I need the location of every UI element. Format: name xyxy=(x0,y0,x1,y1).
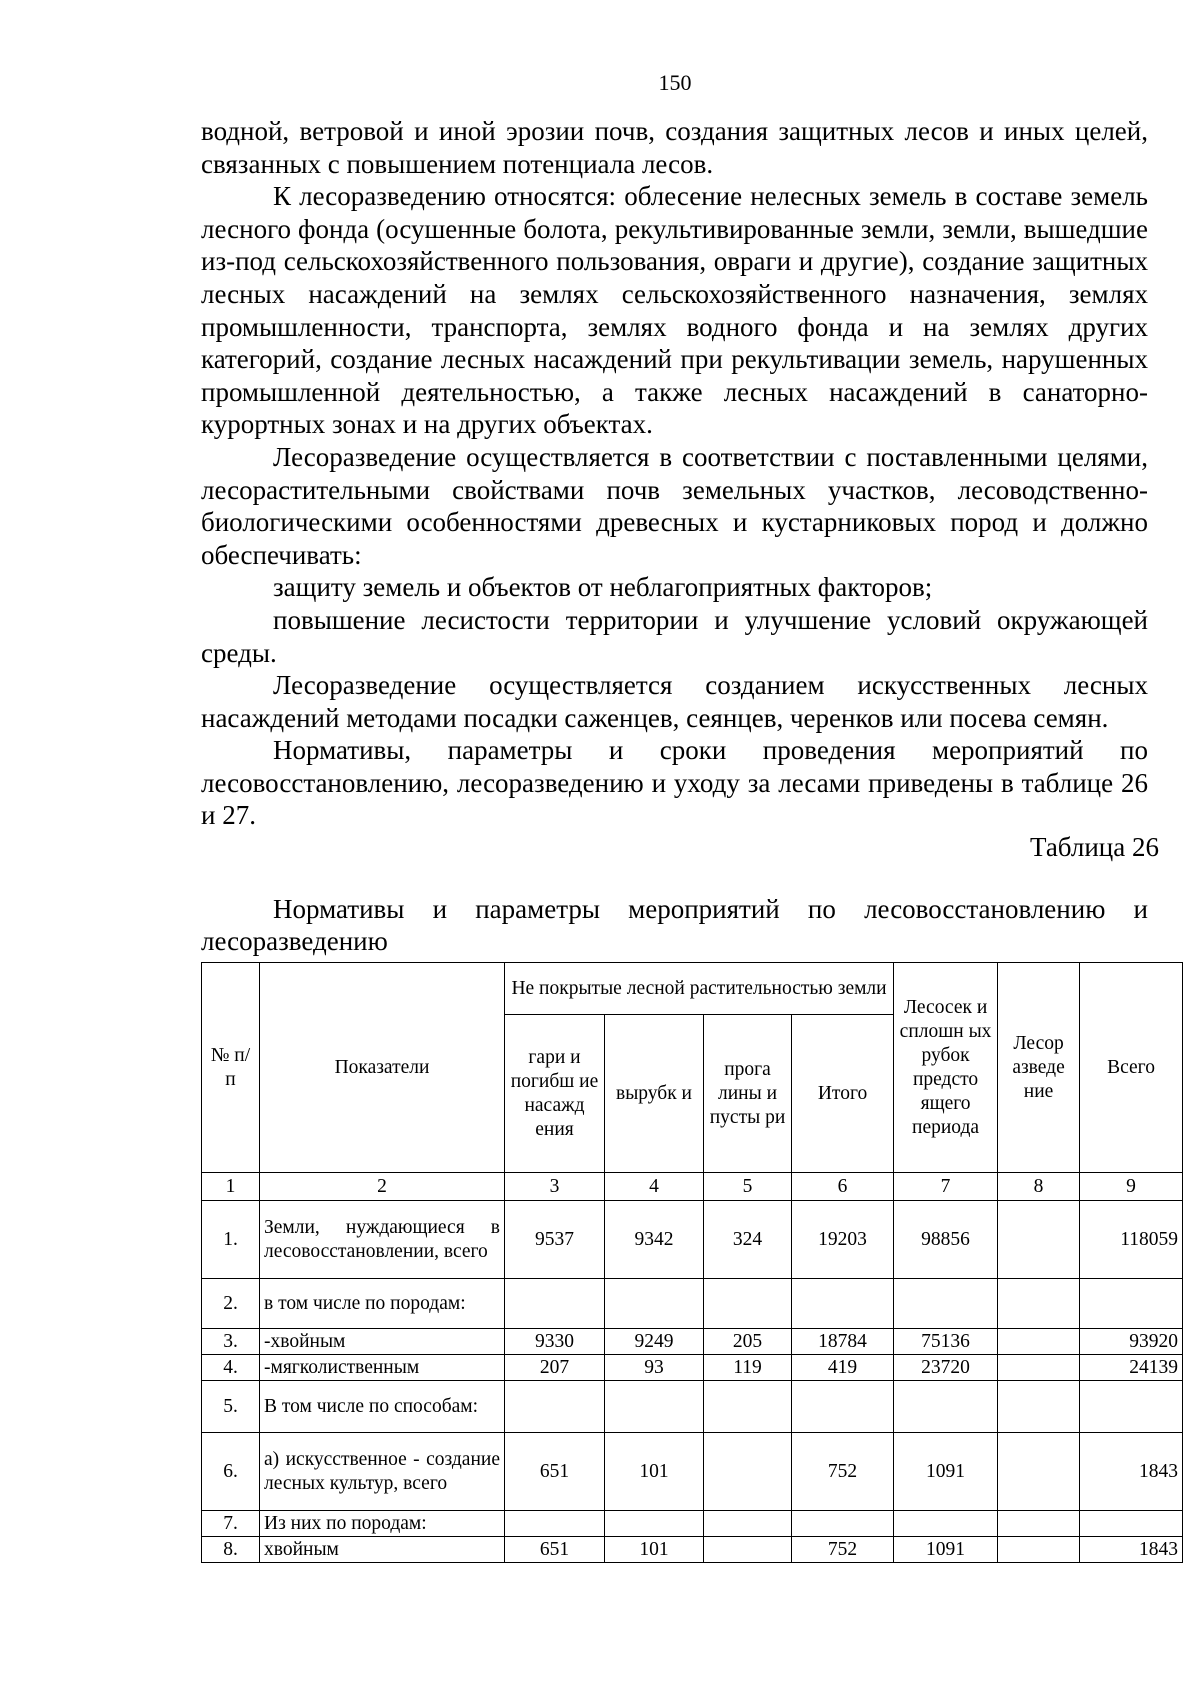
cell-afforestation xyxy=(998,1537,1080,1563)
body-text xyxy=(201,115,1148,832)
table-row xyxy=(202,1329,1183,1355)
cell-burned xyxy=(505,1279,605,1329)
cell-felling: 1091 xyxy=(894,1537,998,1563)
cell-felling xyxy=(894,1279,998,1329)
cell-total-uncovered: 419 xyxy=(792,1355,894,1381)
row-indicator: хвойным xyxy=(260,1537,505,1563)
data-table xyxy=(201,962,1183,1563)
cell-gaps xyxy=(704,1433,792,1511)
column-number: 7 xyxy=(894,1173,998,1201)
header-num: № п/п xyxy=(202,963,260,1173)
paragraph: Лесоразведение осуществляется в соответствии с поставленными целями, лесорастительными свойствами почв земельных участков, лесоводственно-биологическими особенностями древесных и кустарниковых пород и должно обеспечивать: xyxy=(201,441,1148,570)
column-number: 3 xyxy=(505,1173,605,1201)
cell-clearings: 101 xyxy=(605,1433,704,1511)
paragraph: повышение лесистости территории и улучшение условий окружающей среды. xyxy=(201,604,1148,668)
cell-afforestation xyxy=(998,1329,1080,1355)
table-row xyxy=(202,1537,1183,1563)
cell-gaps: 324 xyxy=(704,1201,792,1279)
column-number: 9 xyxy=(1080,1173,1183,1201)
column-number: 1 xyxy=(202,1173,260,1201)
header-felling: Лесосек и сплошн ых рубок предсто ящего периода xyxy=(894,963,998,1173)
cell-burned xyxy=(505,1381,605,1433)
cell-gaps: 205 xyxy=(704,1329,792,1355)
paragraph: К лесоразведению относятся: облесение нелесных земель в составе земель лесного фонда (осушенные болота, рекультивированные земли, земли, вышедшие из-под сельскохозяйственного пользования, овраги и другие), создание защитных лесных насаждений на землях сельскохозяйственного назначения, землях промышленности, транспорта, землях водного фонда и на землях других категорий, создание лесных насаждений при рекультивации земель, нарушенных промышленной деятельностью, а также лесных насаждений в санаторно-курортных зонах и на других объектах. xyxy=(201,181,1148,440)
cell-gaps xyxy=(704,1537,792,1563)
column-number: 4 xyxy=(605,1173,704,1201)
page-number: 150 xyxy=(658,70,692,95)
cell-clearings xyxy=(605,1511,704,1537)
cell-felling xyxy=(894,1511,998,1537)
row-number: 3. xyxy=(202,1329,260,1355)
cell-gaps xyxy=(704,1381,792,1433)
cell-gaps xyxy=(704,1511,792,1537)
cell-burned xyxy=(505,1511,605,1537)
cell-clearings: 9342 xyxy=(605,1201,704,1279)
column-number: 8 xyxy=(998,1173,1080,1201)
cell-clearings xyxy=(605,1381,704,1433)
row-indicator: Земли, нуждающиеся в лесовосстановлении, всего xyxy=(260,1201,505,1279)
row-number: 2. xyxy=(202,1279,260,1329)
cell-grand-total: 1843 xyxy=(1080,1537,1183,1563)
row-number: 4. xyxy=(202,1355,260,1381)
cell-gaps xyxy=(704,1279,792,1329)
row-indicator: в том числе по породам: xyxy=(260,1279,505,1329)
cell-afforestation xyxy=(998,1355,1080,1381)
cell-total-uncovered: 19203 xyxy=(792,1201,894,1279)
cell-burned: 207 xyxy=(505,1355,605,1381)
cell-grand-total xyxy=(1080,1511,1183,1537)
cell-grand-total xyxy=(1080,1279,1183,1329)
table-row xyxy=(202,1381,1183,1433)
table-header-row xyxy=(202,963,1183,1015)
paragraph: Нормативы, параметры и сроки проведения мероприятий по лесовосстановлению, лесоразведению и уходу за лесами приведены в таблице 26 и 27. xyxy=(201,735,1148,831)
cell-felling: 75136 xyxy=(894,1329,998,1355)
header-uncovered-group: Не покрытые лесной растительностью земли xyxy=(505,963,894,1015)
row-indicator: -мягколиственным xyxy=(260,1355,505,1381)
paragraph: Лесоразведение осуществляется созданием искусственных лесных насаждений методами посадки саженцев, сеянцев, черенков или посева семян. xyxy=(201,670,1148,733)
cell-afforestation xyxy=(998,1433,1080,1511)
cell-burned: 9537 xyxy=(505,1201,605,1279)
table-title xyxy=(201,893,1148,957)
cell-burned: 9330 xyxy=(505,1329,605,1355)
table-title-text: Нормативы и параметры мероприятий по лесовосстановлению и лесоразведению xyxy=(201,894,1148,956)
column-number: 5 xyxy=(704,1173,792,1201)
cell-total-uncovered xyxy=(792,1381,894,1433)
cell-afforestation xyxy=(998,1381,1080,1433)
cell-grand-total: 1843 xyxy=(1080,1433,1183,1511)
table-row xyxy=(202,1355,1183,1381)
column-number-row xyxy=(202,1173,1183,1201)
cell-grand-total: 24139 xyxy=(1080,1355,1183,1381)
cell-total-uncovered xyxy=(792,1511,894,1537)
cell-clearings: 9249 xyxy=(605,1329,704,1355)
row-number: 5. xyxy=(202,1381,260,1433)
cell-felling: 23720 xyxy=(894,1355,998,1381)
paragraph: водной, ветровой и иной эрозии почв, создания защитных лесов и иных целей, связанных с повышением потенциала лесов. xyxy=(201,116,1148,179)
cell-burned: 651 xyxy=(505,1537,605,1563)
table-caption: Таблица 26 xyxy=(1030,832,1159,862)
cell-afforestation xyxy=(998,1279,1080,1329)
header-gaps: прога лины и пусты ри xyxy=(704,1015,792,1173)
header-afforestation: Лесор азведе ние xyxy=(998,963,1080,1173)
row-indicator: В том числе по способам: xyxy=(260,1381,505,1433)
column-number: 2 xyxy=(260,1173,505,1201)
header-burned: гари и погибш ие насажд ения xyxy=(505,1015,605,1173)
paragraph: защиту земель и объектов от неблагоприятных факторов; xyxy=(273,572,933,603)
cell-clearings: 101 xyxy=(605,1537,704,1563)
row-number: 6. xyxy=(202,1433,260,1511)
cell-total-uncovered xyxy=(792,1279,894,1329)
cell-afforestation xyxy=(998,1201,1080,1279)
cell-burned: 651 xyxy=(505,1433,605,1511)
cell-afforestation xyxy=(998,1511,1080,1537)
cell-felling: 98856 xyxy=(894,1201,998,1279)
cell-total-uncovered: 18784 xyxy=(792,1329,894,1355)
cell-felling xyxy=(894,1381,998,1433)
cell-gaps: 119 xyxy=(704,1355,792,1381)
cell-total-uncovered: 752 xyxy=(792,1537,894,1563)
column-number: 6 xyxy=(792,1173,894,1201)
row-number: 8. xyxy=(202,1537,260,1563)
table-row xyxy=(202,1433,1183,1511)
table-row xyxy=(202,1511,1183,1537)
row-indicator: а) искусственное - создание лесных культур, всего xyxy=(260,1433,505,1511)
cell-clearings xyxy=(605,1279,704,1329)
row-indicator: Из них по породам: xyxy=(260,1511,505,1537)
cell-grand-total: 93920 xyxy=(1080,1329,1183,1355)
cell-grand-total: 118059 xyxy=(1080,1201,1183,1279)
cell-felling: 1091 xyxy=(894,1433,998,1511)
table-row xyxy=(202,1279,1183,1329)
header-grand-total: Всего xyxy=(1080,963,1183,1173)
table-row xyxy=(202,1201,1183,1279)
cell-clearings: 93 xyxy=(605,1355,704,1381)
header-clearings: вырубк и xyxy=(605,1015,704,1173)
header-total-uncovered: Итого xyxy=(792,1015,894,1173)
row-number: 7. xyxy=(202,1511,260,1537)
cell-total-uncovered: 752 xyxy=(792,1433,894,1511)
header-indicator: Показатели xyxy=(260,963,505,1173)
row-indicator: -хвойным xyxy=(260,1329,505,1355)
cell-grand-total xyxy=(1080,1381,1183,1433)
row-number: 1. xyxy=(202,1201,260,1279)
